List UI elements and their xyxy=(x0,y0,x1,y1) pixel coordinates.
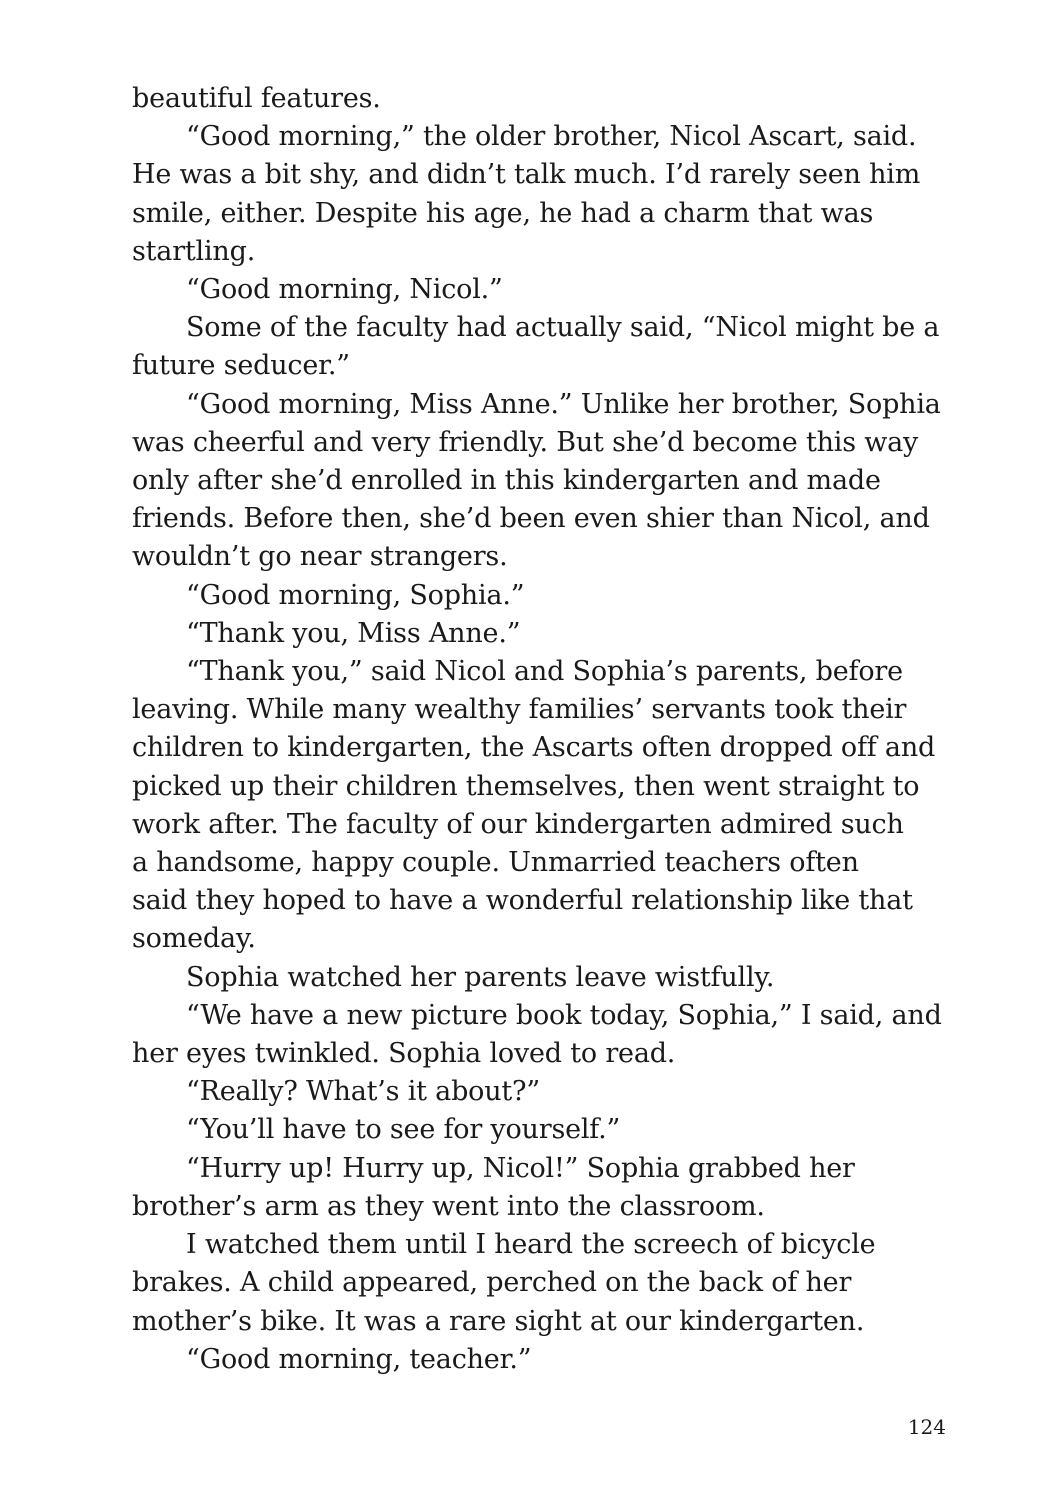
paragraph: “We have a new picture book today, Sophia,” I said, and her eyes twinkled. Sophia loved to read. xyxy=(132,999,942,1070)
paragraph: “Thank you,” said Nicol and Sophia’s parents, before leaving. While many wealthy families’ servants took their children to kindergarten, the Ascarts often dropped off and picked up their children themselves, then went straight to work after. The faculty of our kindergarten admired such a handsome, happy couple. Unmarried teachers often said they hoped to have a wonderful relationship like that someday. xyxy=(132,656,936,955)
paragraph: Some of the faculty had actually said, “Nicol might be a future seducer.” xyxy=(132,312,940,382)
paragraph-continuation: beautiful features. xyxy=(132,83,381,114)
paragraph: “Good morning, Sophia.” xyxy=(186,579,525,611)
paragraph: “Thank you, Miss Anne.” xyxy=(186,617,521,649)
paragraph: “Really? What’s it about?” xyxy=(186,1076,540,1108)
paragraph: I watched them until I heard the screech of bicycle brakes. A child appeared, perched on the back of her mother’s bike. It was a rare sight at our kindergarten. xyxy=(132,1229,876,1337)
paragraph: “Good morning, Miss Anne.” Unlike her brother, Sophia was cheerful and very friendly. But she’d become this way only after she’d enrolled in this kindergarten and made friends. Before then, she’d been even shier than Nicol, and wouldn’t go near strangers. xyxy=(132,388,941,573)
paragraph: “Good morning, teacher.” xyxy=(186,1343,532,1375)
paragraph: “Hurry up! Hurry up, Nicol!” Sophia grabbed her brother’s arm as they went into the classroom. xyxy=(132,1152,855,1222)
page-number: 124 xyxy=(907,1415,946,1439)
page-body xyxy=(132,80,952,1379)
paragraph: “Good morning, Nicol.” xyxy=(186,274,503,306)
paragraph: “You’ll have to see for yourself.” xyxy=(186,1114,621,1146)
paragraph: Sophia watched her parents leave wistfully. xyxy=(186,961,775,993)
paragraph: “Good morning,” the older brother, Nicol Ascart, said. He was a bit shy, and didn’t talk much. I’d rarely seen him smile, either. Despite his age, he had a charm that was startling. xyxy=(132,121,921,267)
